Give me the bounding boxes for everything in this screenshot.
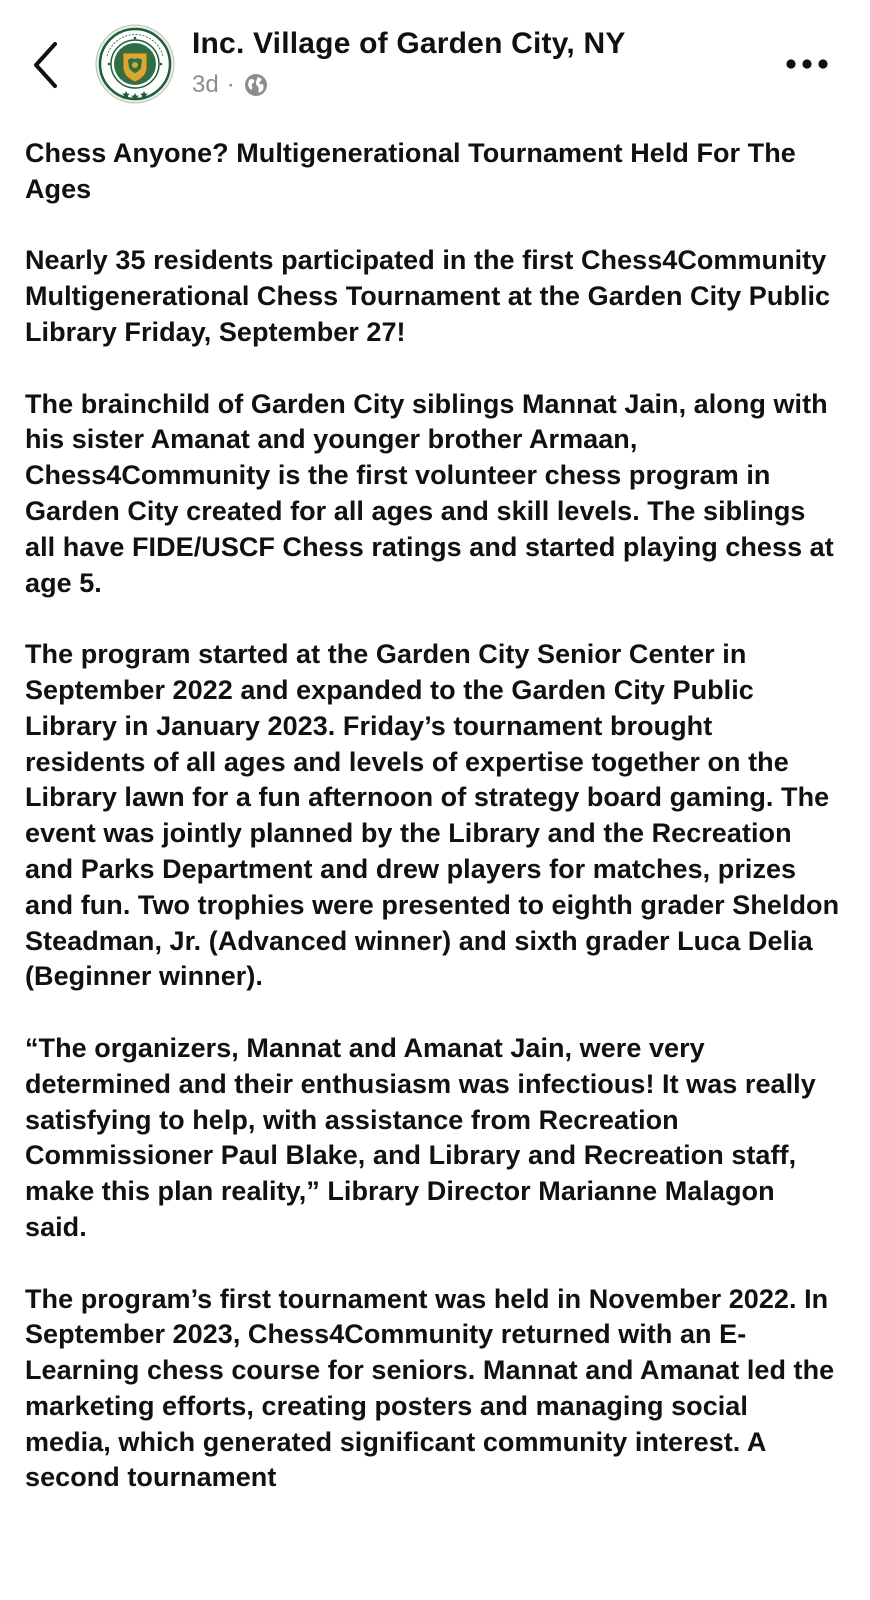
- post-paragraph: The brainchild of Garden City siblings Mannat Jain, along with his sister Amanat and younger brother Armaan, Chess4Community is the first volunteer chess program in Garden City created for all ages and skill levels. The siblings all have FIDE/USCF Chess ratings and started playing chess at age 5.: [25, 388, 834, 598]
- more-options-button[interactable]: [782, 50, 832, 78]
- post-timestamp[interactable]: 3d: [192, 71, 219, 98]
- post-meta: [192, 70, 269, 100]
- chevron-left-icon: [26, 38, 66, 92]
- post-title: Chess Anyone? Multigenerational Tournament Held For The Ages: [25, 138, 796, 204]
- post-paragraph: The program’s first tournament was held in November 2022. In September 2023, Chess4Community returned with an E-Learning chess course for seniors. Mannat and Amanat led the marketing efforts, creating posters and managing social media, which generated significant community interest. A second tournament: [25, 1283, 835, 1493]
- globe-icon[interactable]: [243, 72, 269, 98]
- post-paragraph: The program started at the Garden City Senior Center in September 2022 and expanded to the Garden City Public Library in January 2023. Friday’s tournament brought residents of all ages and levels of expertise together on the Library lawn for a fun afternoon of strategy board gaming. The event was jointly planned by the Library and the Recreation and Parks Department and drew players for matches, prizes and fun. Two trophies were presented to eighth grader Sheldon Steadman, Jr. (Advanced winner) and sixth grader Luca Delia (Beginner winner).: [25, 639, 840, 992]
- post-header: [0, 0, 870, 120]
- back-button[interactable]: [26, 38, 66, 92]
- meta-separator: ·: [226, 71, 235, 98]
- page-name[interactable]: Inc. Village of Garden City, NY: [192, 27, 626, 60]
- post-paragraph: “The organizers, Mannat and Amanat Jain, were very determined and their enthusiasm was infectious! It was really satisfying to help, with assistance from Recreation Commissioner Paul Blake, and Library and Recreation staff, make this plan reality,” Library Director Marianne Malagon said.: [25, 1032, 816, 1242]
- village-seal-logo: [95, 24, 175, 104]
- avatar[interactable]: [95, 24, 175, 104]
- post-body: [25, 136, 840, 1532]
- post-paragraph: Nearly 35 residents participated in the first Chess4Community Multigenerational Chess Tournament at the Garden City Public Library Friday, September 27!: [25, 245, 831, 347]
- more-horizontal-icon: [782, 50, 832, 78]
